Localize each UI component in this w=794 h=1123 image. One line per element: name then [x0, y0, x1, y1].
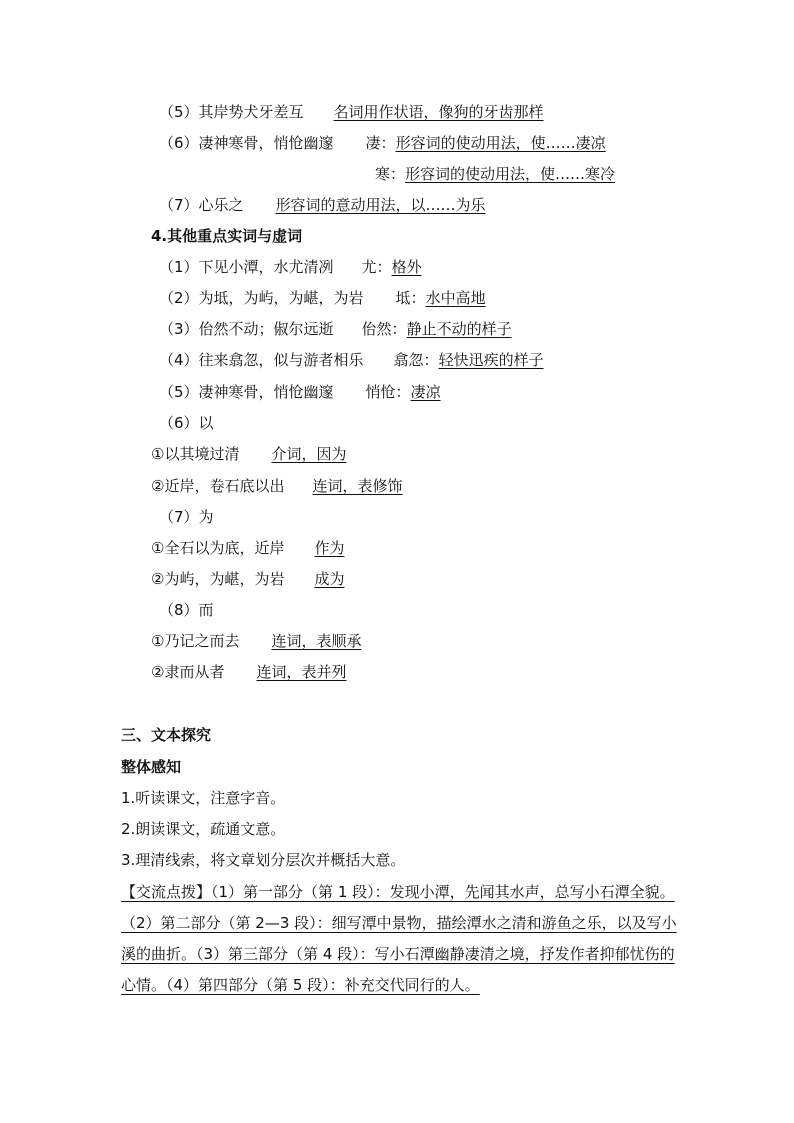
answer-text: （1）第一部分（第 1 段）：发现小潭，先闻其水声，总写小石潭全貌。（2）第二部分（第 2—3 段）：细写潭中景物，描绘潭水之清和游鱼之乐，以及写小溪的曲折。（3）第三部分（第 4 段）：写小石潭幽静凄清之境，抒发作者抑郁忧伤的心情。（4）第四部分（第 5 段）：补充交代同行的人。: [121, 883, 677, 994]
item-answer: 水中高地: [425, 289, 486, 307]
item-line: [151, 631, 361, 653]
question-1: 1.听读课文，注意字音。: [121, 789, 286, 807]
item-answer: 形容词的使动用法，使……凄凉: [395, 134, 606, 152]
item-line: [151, 569, 344, 591]
item-line: [159, 133, 606, 155]
item-answer: 作为: [314, 539, 345, 557]
section-subtitle: 整体感知: [121, 758, 182, 776]
item-key: 悄怆：: [365, 383, 411, 401]
item-line: [159, 257, 422, 279]
item-line: [159, 102, 544, 124]
item-text: （5）凄神寒骨，悄怆幽邃: [159, 383, 334, 401]
section-title: 三、文本探究: [121, 726, 212, 744]
item-key: 佁然：: [361, 320, 407, 338]
item-answer: 形容词的使动用法，使……寒冷: [405, 165, 616, 183]
item-text: ②为屿，为嵁，为岩: [151, 570, 285, 588]
item-line: （6）以: [159, 414, 214, 432]
section-heading: 4.其他重点实词与虚词: [151, 227, 303, 245]
answer-paragraph: [121, 877, 677, 1001]
item-line: [375, 164, 615, 186]
item-answer: 连词，表顺承: [271, 632, 362, 650]
item-text: （5）其岸势犬牙差互: [159, 103, 304, 121]
item-answer: 静止不动的样子: [406, 320, 512, 338]
item-line: [159, 350, 544, 372]
item-line: [151, 476, 402, 498]
item-key: 凄：: [365, 134, 396, 152]
item-answer: 介词，因为: [271, 445, 347, 463]
item-key: 尤：: [361, 258, 392, 276]
question-2: 2.朗读课文，疏通文意。: [121, 820, 286, 838]
item-answer: 名词用作状语，像狗的牙齿那样: [333, 103, 544, 121]
item-text: ②近岸，卷石底以出: [151, 477, 285, 495]
item-text: （4）往来翕忽，似与游者相乐: [159, 351, 364, 369]
item-line: [159, 195, 486, 217]
item-text: ①全石以为底，近岸: [151, 539, 285, 557]
item-answer: 连词，表并列: [256, 663, 347, 681]
item-answer: 格外: [391, 258, 422, 276]
question-3: 3.理清线索，将文章划分层次并概括大意。: [121, 851, 406, 869]
item-answer: 形容词的意动用法，以……为乐: [275, 196, 486, 214]
item-line: [159, 319, 512, 341]
item-text: （2）为坻，为屿，为嵁，为岩: [159, 289, 364, 307]
item-answer: 成为: [314, 570, 345, 588]
item-line: （7）为: [159, 508, 214, 526]
item-line: [151, 444, 346, 466]
item-answer: 轻快迅疾的样子: [438, 351, 544, 369]
item-text: （7）心乐之: [159, 196, 244, 214]
item-line: [159, 382, 441, 404]
item-answer: 凄凉: [410, 383, 441, 401]
item-key: 坻：: [395, 289, 426, 307]
answer-tag: 【交流点拨】: [121, 883, 212, 901]
item-text: （3）佁然不动；俶尔远逝: [159, 320, 334, 338]
item-text: （1）下见小潭，水尤清冽: [159, 258, 334, 276]
item-text: ②隶而从者: [151, 663, 225, 681]
item-text: ①以其境过清: [151, 445, 240, 463]
item-line: （8）而: [159, 601, 214, 619]
item-line: [151, 662, 346, 684]
item-line: [159, 288, 486, 310]
item-text: （6）凄神寒骨，悄怆幽邃: [159, 134, 334, 152]
item-line: [151, 538, 344, 560]
item-key: 翕忽：: [393, 351, 439, 369]
item-text: ①乃记之而去: [151, 632, 240, 650]
item-answer: 连词，表修饰: [312, 477, 403, 495]
item-key: 寒：: [375, 165, 406, 183]
